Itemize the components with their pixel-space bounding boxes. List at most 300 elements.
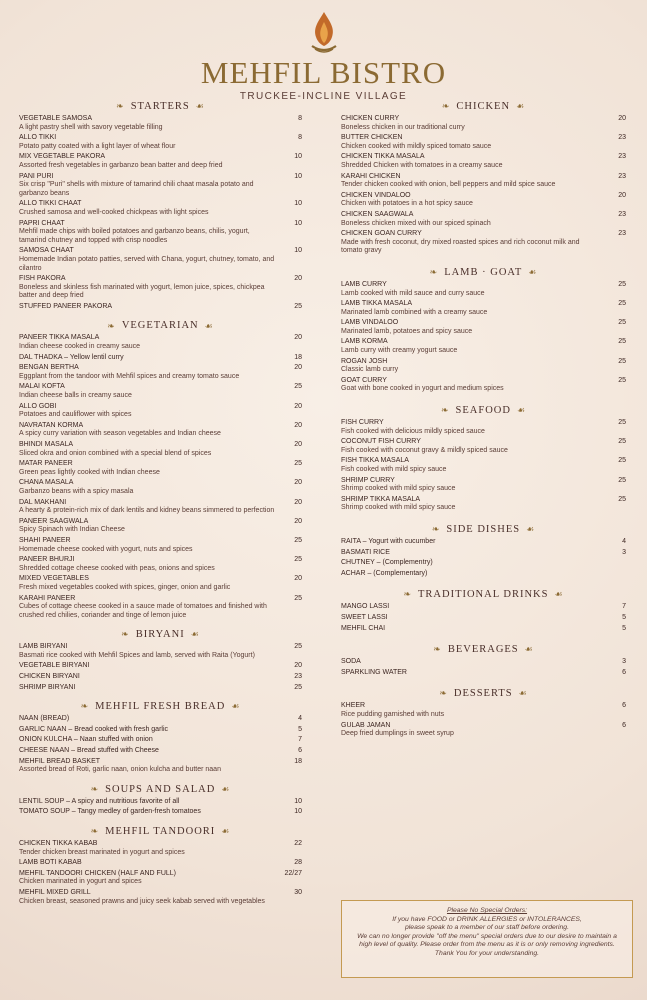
item-name-line	[341, 438, 626, 447]
section-heading	[341, 264, 626, 281]
item-price: 25	[618, 419, 626, 427]
menu-item	[341, 559, 626, 568]
item-description: Potatoes and cauliflower with spices	[19, 411, 132, 419]
ornament-right-icon: ☙	[518, 688, 528, 699]
item-name-line	[19, 115, 302, 124]
menu-item	[19, 758, 302, 775]
menu-item	[19, 808, 302, 817]
ornament-left-icon: ❧	[121, 629, 130, 640]
item-price: 25	[294, 594, 302, 602]
item-name: CHICKEN TIKKA KABAB	[19, 840, 98, 847]
item-inline-description: – Tangy medley of garden-fresh tomatoes	[69, 808, 201, 816]
section-title: STARTERS	[130, 101, 190, 112]
item-name-line	[341, 457, 626, 466]
item-price: 3	[622, 658, 626, 666]
item-name: LENTIL SOUP	[19, 797, 65, 805]
item-name-line	[19, 808, 302, 817]
item-name: CHANA MASALA	[19, 479, 74, 487]
menu-item	[341, 477, 626, 494]
item-description: Marinated lamb combined with a creamy sauce	[341, 308, 488, 316]
ornament-right-icon: ☙	[231, 701, 241, 712]
item-name: MATAR PANEER	[19, 460, 73, 468]
item-name-line	[341, 419, 626, 428]
notice-line-3: We can no longer provide "off the menu" special orders due to our desire to maintain a high level of quality. Please order from the menu as it is or only removing ingredients. Thank You for your understanding.	[357, 932, 617, 957]
item-description: A spicy curry variation with season vegetables and Indian cheese	[19, 430, 221, 438]
section-title: BIRYANI	[135, 629, 185, 641]
item-name: SWEET LASSI	[341, 613, 388, 621]
item-name-line	[19, 422, 302, 431]
item-name-line	[341, 603, 626, 612]
ornament-right-icon: ☙	[528, 267, 538, 277]
menu-item	[341, 438, 626, 455]
item-price: 6	[298, 747, 302, 755]
item-name-line	[19, 870, 302, 879]
menu-item	[19, 334, 302, 351]
right-menu-column	[341, 98, 626, 741]
item-name: LAMB BOTI KABAB	[19, 859, 82, 867]
item-name-line	[341, 702, 626, 711]
item-price: 25	[294, 302, 302, 310]
section-heading	[341, 641, 626, 658]
section-heading	[341, 586, 626, 603]
item-description: Chicken with potatoes in a hot spicy sauce	[341, 200, 473, 208]
item-name: PANEER BHURJI	[19, 556, 75, 564]
item-name: CHICKEN VINDALOO	[341, 191, 411, 199]
menu-item	[19, 247, 302, 273]
item-price: 28	[294, 859, 302, 867]
item-price: 23	[618, 172, 626, 180]
item-description: Crushed samosa and well-cooked chickpeas with light spices	[19, 208, 209, 216]
item-description: Boneless chicken mixed with our spiced spinach	[341, 219, 491, 227]
item-inline-description: – (Complementary)	[365, 569, 428, 577]
item-price: 25	[618, 280, 626, 288]
menu-item	[341, 153, 626, 170]
item-name: LAMB TIKKA MASALA	[341, 300, 413, 308]
menu-item	[19, 870, 302, 887]
item-price: 7	[622, 603, 626, 611]
item-price: 8	[298, 115, 302, 122]
item-name-line	[341, 669, 626, 678]
item-inline-description: – Yogurt with cucumber	[360, 537, 436, 545]
item-name: CHEESE NAAN	[19, 747, 70, 755]
item-name: SHRIMP TIKKA MASALA	[341, 495, 421, 503]
section-title: DESSERTS	[453, 688, 513, 700]
menu-item	[19, 275, 302, 301]
item-name-line	[19, 798, 302, 807]
item-name: PAPRI CHAAT	[19, 219, 65, 227]
menu-item	[341, 377, 626, 394]
item-name-line	[341, 559, 626, 568]
item-name: PANI PURI	[19, 172, 54, 180]
menu-item	[19, 518, 302, 535]
item-name-line	[19, 736, 302, 745]
menu-section-beverages	[341, 641, 626, 677]
menu-section-biryani	[19, 626, 302, 692]
item-name-line	[341, 722, 626, 731]
item-name-line	[19, 441, 302, 450]
item-name-line	[19, 479, 302, 488]
item-name: LAMB BIRYANI	[19, 643, 68, 651]
item-name-line	[341, 377, 626, 386]
item-description: Shredded cottage cheese cooked with peas, onions and spices	[19, 564, 215, 572]
item-description: Fish cooked with coconut gravy & mildly spiced sauce	[341, 446, 508, 454]
item-name: BUTTER CHICKEN	[341, 134, 403, 142]
menu-item	[341, 173, 626, 190]
menu-section-seafood	[341, 402, 626, 513]
item-name: SHRIMP CURRY	[341, 476, 395, 484]
item-name-line	[19, 715, 302, 724]
section-title: SOUPS AND SALAD	[105, 783, 216, 795]
section-heading	[19, 626, 302, 643]
menu-item	[341, 722, 626, 739]
menu-item	[19, 673, 302, 682]
item-name-line	[341, 570, 626, 579]
item-name: ONION KULCHA	[19, 736, 72, 744]
menu-item	[19, 479, 302, 496]
menu-item	[19, 153, 302, 170]
menu-item	[341, 570, 626, 579]
item-name: MEHFIL CHAI	[341, 624, 386, 632]
item-price: 5	[298, 725, 302, 733]
item-name: TOMATO SOUP	[19, 808, 70, 816]
section-title: MEHFIL TANDOORI	[105, 826, 216, 837]
menu-section-mehfil-fresh-bread	[19, 698, 302, 775]
menu-item	[341, 625, 626, 634]
item-name: CHICKEN CURRY	[341, 115, 400, 122]
item-price: 10	[294, 200, 302, 208]
item-price: 6	[622, 702, 626, 710]
item-price: 25	[618, 319, 626, 327]
item-price: 20	[294, 334, 302, 342]
brand-tagline: TRUCKEE-INCLINE VILLAGE	[239, 91, 408, 102]
menu-item	[341, 230, 626, 256]
item-price: 4	[622, 537, 626, 545]
item-description: A hearty & protein-rich mix of dark lentils and kidney beans simmered to perfection	[19, 507, 275, 515]
section-heading	[341, 521, 626, 538]
menu-item	[19, 220, 302, 246]
ornament-left-icon: ❧	[439, 688, 448, 699]
menu-section-desserts	[341, 685, 626, 738]
notice-title: Please No Special Orders:	[446, 907, 528, 914]
item-name-line	[341, 319, 626, 328]
item-name-line	[341, 477, 626, 486]
item-name: BENGAN BERTHA	[19, 364, 79, 372]
item-price: 23	[294, 673, 302, 681]
item-name: STUFFED PANEER PAKORA	[19, 302, 113, 310]
item-description: Shrimp cooked with mild spicy sauce	[341, 485, 456, 493]
item-name: GOAT CURRY	[341, 376, 387, 384]
item-price: 23	[618, 230, 626, 238]
item-price: 5	[622, 624, 626, 632]
item-price: 25	[618, 300, 626, 308]
item-name-line	[341, 300, 626, 309]
item-price: 25	[618, 476, 626, 484]
item-description: Six crisp "Puri" shells with mixture of tamarind chili chaat masala potato and garbanzo beans	[19, 181, 254, 197]
ornament-left-icon: ❧	[441, 101, 451, 112]
item-price: 25	[618, 457, 626, 465]
item-price: 25	[294, 460, 302, 468]
menu-item	[19, 441, 302, 458]
item-name: LAMB KORMA	[341, 338, 388, 346]
ornament-left-icon: ❧	[440, 405, 450, 416]
item-name: SHRIMP BIRYANI	[19, 683, 76, 691]
item-description: A light pastry shell with savory vegetable filling	[19, 123, 163, 131]
menu-item	[19, 537, 302, 554]
item-price: 3	[622, 548, 626, 556]
ornament-right-icon: ☙	[516, 405, 527, 416]
menu-item	[341, 211, 626, 228]
ornament-right-icon: ☙	[204, 320, 214, 331]
item-name: FISH CURRY	[341, 419, 384, 427]
item-name-line	[19, 247, 302, 256]
item-name: NAVRATAN KORMA	[19, 421, 84, 429]
section-title: VEGETARIAN	[121, 320, 199, 332]
ornament-right-icon: ☙	[195, 101, 205, 112]
item-name: VEGETABLE BIRYANI	[19, 662, 90, 670]
item-name: RAITA	[341, 537, 361, 545]
item-description: Chicken marinated in yogurt and spices	[19, 878, 142, 886]
item-name-line	[19, 518, 302, 527]
item-price: 20	[294, 364, 302, 372]
item-price: 20	[294, 498, 302, 506]
item-price: 25	[294, 643, 302, 651]
section-heading	[19, 317, 302, 334]
item-inline-description: – Yellow lentil curry	[62, 353, 124, 361]
menu-item	[19, 422, 302, 439]
item-description: Chicken cooked with mildly spiced tomato sauce	[341, 142, 492, 150]
item-name: GARLIC NAAN	[19, 725, 67, 733]
menu-item	[19, 173, 302, 199]
menu-item	[341, 338, 626, 355]
item-name-line	[341, 625, 626, 634]
menu-section-lamb-goat	[341, 264, 626, 394]
item-description: Cubes of cottage cheese cooked in a sauce made of tomatoes and finished with crushed red chilies, coriander and tinge of lemon juice	[19, 603, 267, 619]
item-name: MANGO LASSI	[341, 603, 390, 611]
item-name: ALLO TIKKI	[19, 134, 57, 142]
special-orders-notice	[341, 900, 633, 978]
item-name: DAL MAKHANI	[19, 498, 67, 506]
item-name-line	[19, 840, 302, 849]
item-description: Indian cheese balls in creamy sauce	[19, 392, 132, 400]
brand-title: MEHFIL BISTRO	[200, 55, 447, 90]
item-name: CHUTNEY	[341, 559, 375, 567]
ornament-right-icon: ☙	[516, 101, 526, 112]
item-description: Goat with bone cooked in yogurt and medium spices	[341, 385, 504, 393]
item-price: 10	[294, 172, 302, 180]
menu-item	[19, 383, 302, 400]
menu-section-chicken	[341, 98, 626, 256]
item-name-line	[341, 281, 626, 290]
menu-item	[341, 669, 626, 678]
item-name-line	[19, 220, 302, 229]
item-name-line	[19, 403, 302, 412]
section-heading	[341, 685, 626, 702]
menu-item	[19, 643, 302, 660]
item-price: 7	[298, 736, 302, 744]
item-name-line	[19, 383, 302, 392]
item-description: Tender chicken breast marinated in yogurt and spices	[19, 848, 185, 856]
ornament-right-icon: ☙	[554, 589, 564, 600]
item-description: Indian cheese cooked in creamy sauce	[19, 343, 141, 351]
menu-item	[341, 658, 626, 667]
menu-item	[341, 549, 626, 558]
item-name: ALLO TIKKI CHAAT	[19, 200, 82, 208]
menu-item	[341, 496, 626, 513]
item-name: BHINDI MASALA	[19, 441, 74, 448]
section-heading	[341, 98, 626, 115]
item-price: 10	[294, 808, 302, 816]
item-name: MALAI KOFTA	[19, 383, 65, 391]
item-price: 20	[618, 191, 626, 199]
item-price: 18	[294, 353, 302, 361]
item-name: GULAB JAMAN	[341, 721, 391, 729]
item-name-line	[19, 134, 302, 143]
item-description: Homemade Indian potato patties, served with Chana, yogurt, chutney, tomato, and cilantro	[19, 255, 275, 272]
menu-item	[341, 614, 626, 623]
menu-item	[19, 715, 302, 724]
item-description: Marinated lamb, potatoes and spicy sauce	[341, 327, 473, 335]
item-name: SPARKLING WATER	[341, 668, 407, 676]
item-name: KARAHI CHICKEN	[341, 172, 401, 180]
item-price: 30	[294, 888, 302, 896]
item-name-line	[341, 496, 626, 505]
menu-item	[19, 662, 302, 671]
menu-item	[341, 319, 626, 336]
ornament-right-icon: ☙	[190, 629, 200, 640]
menu-item	[19, 726, 302, 735]
section-title: MEHFIL FRESH BREAD	[95, 701, 226, 713]
item-name: MIXED VEGETABLES	[19, 575, 89, 583]
menu-item	[341, 192, 626, 209]
item-price: 25	[618, 495, 626, 503]
menu-item	[19, 798, 302, 807]
section-heading	[19, 98, 302, 115]
item-name-line	[19, 499, 302, 508]
item-name: ROGAN JOSH	[341, 357, 388, 365]
menu-item	[19, 859, 302, 868]
item-name: MEHFIL TANDOORI CHICKEN (HALF AND FULL)	[19, 869, 177, 877]
item-name-line	[19, 173, 302, 182]
menu-item	[341, 300, 626, 317]
menu-item	[19, 460, 302, 477]
item-price: 18	[294, 757, 302, 765]
item-description: Mehfil made chips with boiled potatoes and garbanzo beans, chilis, yogurt, tamarind chutney and topped with crisp noodles	[19, 228, 250, 244]
item-name-line	[19, 726, 302, 735]
menu-item	[341, 603, 626, 612]
ornament-left-icon: ❧	[80, 701, 90, 712]
item-name-line	[19, 275, 302, 284]
item-inline-description: – Naan stuffed with onion	[71, 736, 153, 744]
item-description: Lamb curry with creamy yogurt sauce	[341, 347, 458, 355]
menu-item	[19, 354, 302, 363]
item-name-line	[19, 889, 302, 898]
item-price: 23	[618, 134, 626, 142]
menu-header	[0, 10, 647, 102]
item-price: 20	[294, 575, 302, 583]
section-heading	[19, 823, 302, 840]
item-name: BASMATI RICE	[341, 548, 390, 556]
item-price: 25	[618, 376, 626, 384]
menu-item	[19, 364, 302, 381]
ornament-left-icon: ❧	[429, 267, 439, 277]
item-name: DAL THADKA	[19, 353, 63, 361]
item-description: Boneless chicken in our traditional curry	[341, 123, 465, 131]
menu-item	[19, 840, 302, 857]
item-name: LAMB CURRY	[341, 280, 387, 288]
item-price: 20	[294, 275, 302, 283]
flame-logo-icon	[304, 10, 344, 55]
item-description: Green peas lightly cooked with Indian cheese	[19, 468, 160, 476]
menu-item	[19, 747, 302, 756]
item-description: Deep fried dumplings in sweet syrup	[341, 730, 454, 738]
item-name-line	[341, 153, 626, 162]
menu-item	[341, 134, 626, 151]
section-title: CHICKEN	[456, 101, 511, 112]
menu-section-soups-and-salad	[19, 781, 302, 817]
section-heading	[19, 781, 302, 798]
item-description: Basmati rice cooked with Mehfil Spices and lamb, served with Raita (Yogurt)	[19, 651, 255, 659]
menu-section-side-dishes	[341, 521, 626, 578]
section-title: LAMB · GOAT	[444, 266, 523, 278]
item-price: 25	[294, 556, 302, 564]
section-title: BEVERAGES	[447, 644, 519, 656]
item-name: MEHFIL MIXED GRILL	[19, 888, 91, 896]
section-heading	[19, 698, 302, 715]
menu-item	[341, 457, 626, 474]
menu-item	[19, 595, 302, 621]
menu-item	[19, 134, 302, 151]
item-name: LAMB VINDALOO	[341, 319, 399, 327]
item-name: CHICKEN BIRYANI	[19, 673, 80, 681]
item-price: 20	[294, 441, 302, 448]
item-price: 10	[294, 219, 302, 227]
item-price: 25	[618, 357, 626, 365]
item-price: 25	[618, 338, 626, 346]
item-description: Assorted fresh vegetables in garbanzo bean batter and deep fried	[19, 161, 223, 169]
item-inline-description: – A spicy and nutritious favorite of all	[64, 797, 180, 805]
menu-item	[341, 419, 626, 436]
menu-item	[19, 889, 302, 906]
item-description: Fresh mixed vegetables cooked with spices, ginger, onion and garlic	[19, 583, 231, 591]
menu-item	[19, 575, 302, 592]
item-name-line	[341, 211, 626, 220]
menu-item	[341, 281, 626, 298]
item-name: MIX VEGETABLE PAKORA	[19, 153, 106, 161]
item-price: 20	[294, 421, 302, 429]
item-price: 10	[294, 797, 302, 805]
menu-item	[19, 684, 302, 693]
section-heading	[341, 402, 626, 419]
item-inline-description: – Bread stuffed with Cheese	[69, 747, 159, 755]
item-name-line	[341, 658, 626, 667]
item-description: Chicken breast, seasoned prawns and juicy seek kabab served with vegetables	[19, 897, 265, 905]
item-name: SODA	[341, 658, 361, 666]
item-price: 20	[294, 662, 302, 670]
item-name: COCONUT FISH CURRY	[341, 438, 421, 446]
item-name-line	[341, 230, 626, 239]
menu-item	[19, 200, 302, 217]
ornament-left-icon: ❧	[403, 589, 412, 600]
item-price: 25	[294, 383, 302, 391]
item-description: Shrimp cooked with mild spicy sauce	[341, 504, 456, 512]
item-name: NAAN (BREAD)	[19, 715, 70, 723]
menu-section-mehfil-tandoori	[19, 823, 302, 906]
item-name-line	[341, 614, 626, 623]
menu-item	[19, 403, 302, 420]
item-name: CHICKEN GOAN CURRY	[341, 230, 422, 238]
item-name: SAMOSA CHAAT	[19, 247, 74, 255]
item-name: MEHFIL BREAD BASKET	[19, 757, 101, 765]
